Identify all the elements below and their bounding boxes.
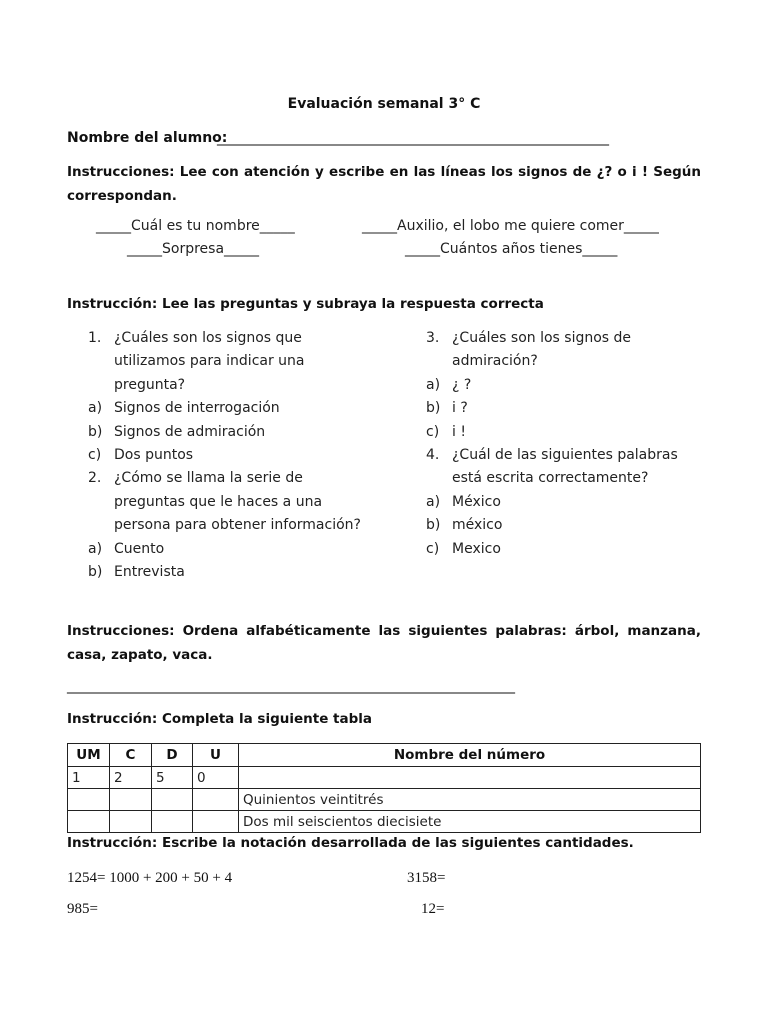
table-row (68, 789, 701, 811)
table-cell[interactable] (193, 789, 239, 811)
item-text: persona para obtener información? (114, 517, 361, 534)
item-text: ¿Cuáles son los signos de (452, 330, 632, 346)
expanded-notation-item[interactable]: 3158= (407, 870, 446, 886)
item-marker: c) (88, 446, 102, 463)
table-cell[interactable] (152, 811, 193, 833)
section1-instruction: Instrucciones: Lee con atención y escribe en las líneas los signos de ¿? o i ! Según correspondan. (67, 164, 701, 204)
student-name-field[interactable]: ________________________________________________________ (217, 130, 609, 146)
item-marker: a) (426, 376, 441, 393)
item-marker: 4. (426, 446, 440, 463)
item-marker: 3. (426, 330, 440, 346)
section3-instruction: Instrucciones: Ordena alfabéticamente las siguientes palabras: árbol, manzana, casa, zapato, vaca. (67, 623, 701, 663)
item-marker: b) (426, 517, 441, 534)
item-marker: b) (426, 400, 441, 417)
table-cell: 0 (193, 767, 239, 789)
section4-instruction: Instrucción: Completa la siguiente tabla (67, 711, 373, 727)
item-text: i ? (452, 400, 468, 417)
table-cell: 1 (68, 767, 110, 789)
item-text: ¿Cómo se llama la serie de (114, 470, 303, 487)
section2-instruction: Instrucción: Lee las preguntas y subraya la respuesta correcta (67, 296, 544, 312)
table-row (68, 767, 701, 789)
punctuation-item-1: _____Cuál es tu nombre_____ (96, 218, 295, 234)
table-cell[interactable] (152, 789, 193, 811)
table-cell: 2 (110, 767, 152, 789)
header-u: U (193, 744, 239, 767)
section5-instruction: Instrucción: Escribe la notación desarrollada de las siguientes cantidades. (67, 835, 634, 851)
table-cell: 5 (152, 767, 193, 789)
item-text: ¿ ? (452, 376, 472, 393)
item-marker: a) (88, 400, 103, 417)
item-text: admiración? (452, 353, 538, 370)
table-cell[interactable] (110, 811, 152, 833)
table-cell[interactable] (110, 789, 152, 811)
item-marker: c) (426, 423, 440, 440)
table-cell: Dos mil seiscientos diecisiete (239, 811, 701, 833)
item-text: méxico (452, 517, 503, 534)
item-text: Dos puntos (114, 446, 194, 463)
punctuation-item-3: _____Sorpresa_____ (127, 241, 260, 257)
item-text: Signos de admiración (114, 423, 266, 440)
item-text: preguntas que le haces a una (114, 493, 323, 510)
item-text: Mexico (452, 540, 501, 557)
item-marker: 1. (88, 330, 102, 346)
punctuation-item-4: _____Cuántos años tienes_____ (405, 241, 618, 257)
header-number-name: Nombre del número (239, 744, 701, 767)
item-marker: 2. (88, 470, 102, 487)
table-cell[interactable] (239, 767, 701, 789)
header-um: UM (68, 744, 110, 767)
item-marker: c) (426, 540, 440, 557)
item-text: Entrevista (114, 563, 185, 580)
expanded-notation-example: 1254= 1000 + 200 + 50 + 4 (67, 870, 233, 886)
table-header-row (68, 744, 701, 767)
header-d: D (152, 744, 193, 767)
expanded-notation-item[interactable]: 12= (421, 901, 445, 917)
item-marker: b) (88, 423, 103, 440)
table-row (68, 811, 701, 833)
table-cell: Quinientos veintitrés (239, 789, 701, 811)
header-c: C (110, 744, 152, 767)
item-text: utilizamos para indicar una (114, 353, 305, 370)
item-marker: b) (88, 563, 103, 580)
item-text: Signos de interrogación (114, 400, 280, 417)
table-cell[interactable] (193, 811, 239, 833)
item-marker: a) (426, 493, 441, 510)
item-text: i ! (452, 423, 466, 440)
item-text: ¿Cuáles son los signos que (114, 330, 302, 346)
student-name-label: Nombre del alumno: (67, 130, 228, 146)
item-marker: a) (88, 540, 103, 557)
table-cell[interactable] (68, 811, 110, 833)
item-text: ¿Cuál de las siguientes palabras (452, 446, 678, 463)
punctuation-item-2: _____Auxilio, el lobo me quiere comer_____ (362, 218, 659, 234)
expanded-notation-item[interactable]: 985= (67, 901, 98, 917)
place-value-table (67, 743, 701, 833)
item-text: pregunta? (114, 376, 186, 393)
table-cell[interactable] (68, 789, 110, 811)
item-text: Cuento (114, 540, 165, 557)
alphabetical-answer-line[interactable]: ________________________________________________________________ (67, 678, 515, 694)
item-text: México (452, 493, 501, 510)
item-text: está escrita correctamente? (452, 470, 649, 487)
page-title: Evaluación semanal 3° C (287, 96, 481, 112)
